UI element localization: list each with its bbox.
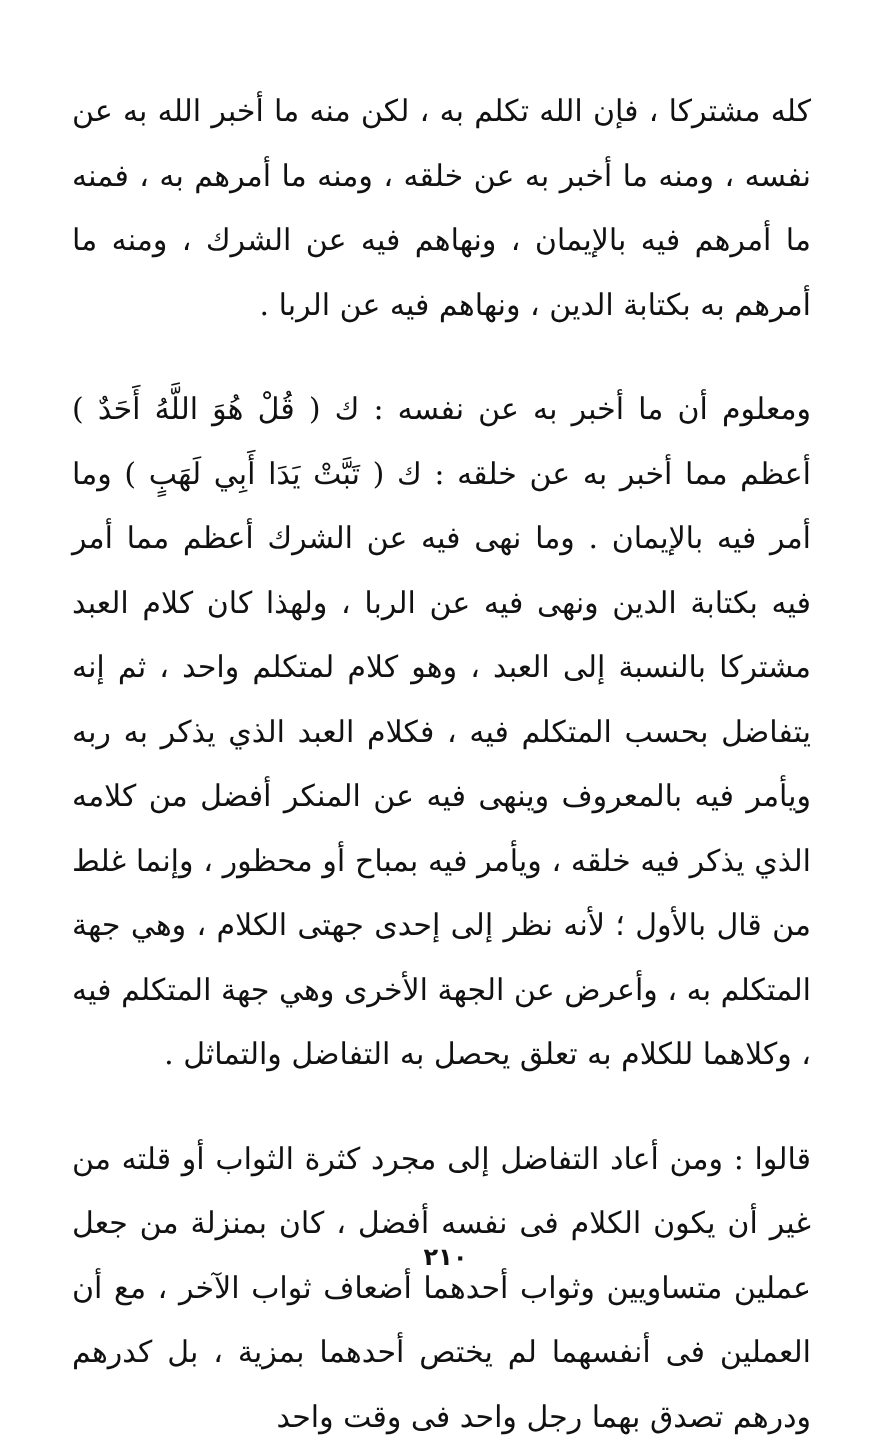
quran-quote-1: قُلْ هُوَ اللَّهُ أَحَدٌ: [98, 392, 295, 427]
page-number: ٢١٠: [0, 1243, 891, 1271]
paragraph-2-part-3: ) وما أمر فيه بالإيمان . وما نهى فيه عن الشرك أعظم مما أمر فيه بكتابة الدين ونهى فيه عن الربا ، ولهذا كان كلام العبد مشتركا بالنسبة إلى العبد ، وهو كلام لمتكلم واحد ، ثم إنه يتفاضل بحسب المتكلم فيه ، فكلام العبد الذي يذكر به ربه ويأمر فيه بالمعروف وينهى فيه عن المنكر أفضل من كلامه الذي يذكر فيه خلقه ، ويأمر فيه بمباح أو محظور ، وإنما غلط من قال بالأول ؛ لأنه نظر إلى إحدى جهتى الكلام ، وهي جهة المتكلم به ، وأعرض عن الجهة الأخرى وهي جهة المتكلم فيه ، وكلاهما للكلام به تعلق يحصل به التفاضل والتماثل .: [72, 457, 811, 1073]
paragraph-3: قالوا : ومن أعاد التفاضل إلى مجرد كثرة الثواب أو قلته من غير أن يكون الكلام فى نفسه أفضل ، كان بمنزلة من جعل عملين متساويين وثواب أحدهما أضعاف ثواب الآخر ، مع أن العملين فى أنفسهما لم يختص أحدهما بمزية ، بل كدرهم ودرهم تصدق بهما رجل واحد فى وقت واحد: [72, 1128, 811, 1450]
paragraph-2: [72, 378, 811, 1088]
quran-quote-2: تَبَّتْ يَدَا أَبِي لَهَبٍ: [149, 457, 360, 492]
paragraph-1: كله مشتركا ، فإن الله تكلم به ، لكن منه ما أخبر الله به عن نفسه ، ومنه ما أخبر به عن خلقه ، ومنه ما أمرهم به ، فمنه ما أمرهم فيه بالإيمان ، ونهاهم فيه عن الشرك ، ومنه ما أمرهم به بكتابة الدين ، ونهاهم فيه عن الربا .: [72, 80, 811, 338]
paragraph-2-part-1: ومعلوم أن ما أخبر به عن نفسه : ك (: [309, 392, 811, 427]
paragraph-2-part-2: ) أعظم مما أخبر به عن خلقه : ك (: [72, 392, 811, 492]
